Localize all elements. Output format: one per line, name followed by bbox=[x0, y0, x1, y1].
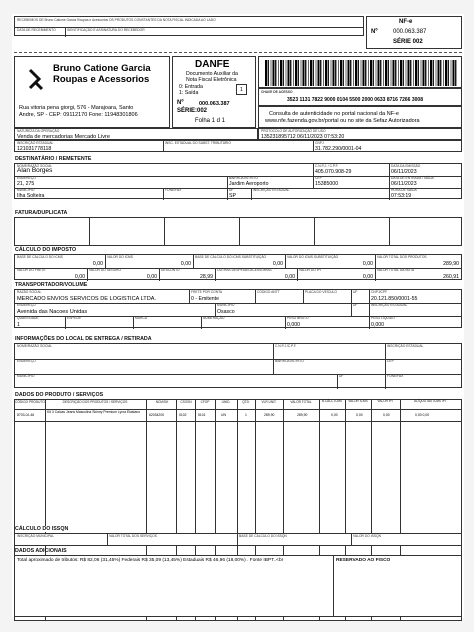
natureza-value: Venda de mercadorias Mercado Livre bbox=[17, 134, 110, 140]
emitente-name-line2: Roupas e Acessorios bbox=[53, 74, 150, 85]
canhoto-text: RECEBEMOS DE Bruno Catione Garcia Roupas e Acessorios OS PRODUTOS CONSTANTES DA NOTA FISCAL INDICADA AO LADO bbox=[17, 18, 216, 22]
barcode-bar bbox=[376, 60, 377, 86]
protocolo-label: PROTOCOLO DE AUTORIZAÇÃO DE USO bbox=[261, 129, 326, 133]
barcode-bar bbox=[335, 60, 336, 86]
dest-saida-label: DATA DE ENTRADA / SAÍDA bbox=[391, 176, 434, 180]
transp-frete-label: FRETE POR CONTA bbox=[191, 290, 223, 294]
barcode-bar bbox=[403, 60, 404, 86]
barcode-bar bbox=[358, 60, 359, 86]
barcode-bar bbox=[398, 60, 399, 86]
barcode-bar bbox=[455, 60, 456, 86]
emitente-name-line1: Bruno Catione Garcia bbox=[53, 63, 151, 74]
local-bairro-label: BAIRRO/DISTRITO bbox=[275, 359, 304, 363]
adicionais-section-title: DADOS ADICIONAIS bbox=[15, 548, 67, 554]
barcode-bar bbox=[430, 60, 432, 86]
barcode-bar bbox=[301, 60, 302, 86]
danfe-folha: Folha 1 d 1 bbox=[195, 118, 226, 124]
transp-marca-label: MARCA bbox=[135, 316, 147, 320]
barcode-bar bbox=[383, 60, 384, 86]
barcode-bar bbox=[428, 60, 429, 86]
col-header-csosn: CSOSN bbox=[180, 400, 192, 404]
adicionais-box bbox=[14, 555, 462, 617]
imposto-r2-label-2: DESCONTO bbox=[161, 268, 180, 272]
transportador-box bbox=[14, 289, 462, 328]
barcode-bar bbox=[293, 60, 294, 86]
consulta-line1: Consulta de autenticidade no portal nacional da NF-e bbox=[269, 111, 399, 117]
transp-peso-liquido: 0,000 bbox=[371, 322, 384, 328]
barcode-bar bbox=[445, 60, 447, 86]
barcode-image bbox=[263, 60, 459, 86]
imposto-r1-label-1: VALOR DO ICMS bbox=[107, 255, 133, 259]
cell-valor-icms: 0,00 bbox=[356, 413, 363, 417]
issqn-label-1: VALOR TOTAL DOS SERVIÇOS bbox=[109, 534, 157, 538]
imposto-section-title: CÁLCULO DO IMPOSTO bbox=[15, 247, 77, 253]
emitente-address-line1: Rua vitoria pena giorgi, 576 - Marajoara, Santo bbox=[19, 105, 134, 111]
cell-ncm: 62034200 bbox=[149, 413, 165, 417]
col-header-descricao: DESCRIÇÃO DOS PRODUTOS / SERVIÇOS bbox=[62, 400, 128, 404]
imposto-r1-value-2: 0,00 bbox=[272, 261, 283, 267]
dest-municipio: Ilha Solteira bbox=[17, 193, 45, 199]
barcode-bar bbox=[283, 60, 284, 86]
danfe-tipo-box bbox=[236, 84, 247, 95]
adicionais-reservado: RESERVADO AO FISCO bbox=[336, 558, 391, 563]
barcode-bar bbox=[265, 60, 267, 86]
transp-especie-label: ESPÉCIE bbox=[67, 316, 82, 320]
barcode-bar bbox=[393, 60, 395, 86]
imposto-r1-value-3: 0,00 bbox=[362, 261, 373, 267]
dest-hora-label: HORA DE SAÍDA bbox=[391, 188, 417, 192]
barcode-bar bbox=[391, 60, 392, 86]
col-header-valor-total: VALOR TOTAL bbox=[290, 400, 312, 404]
dest-cpf: 405.070.908-29 bbox=[315, 169, 352, 175]
col-header-qtd: QTD. bbox=[242, 400, 250, 404]
barcode-bar bbox=[413, 60, 414, 86]
dest-saida: 06/11/2023 bbox=[391, 181, 417, 187]
barcode-bar bbox=[348, 60, 350, 86]
barcode-bar bbox=[331, 60, 332, 86]
local-ie-label: INSCRIÇÃO ESTADUAL bbox=[387, 344, 424, 348]
barcode-bar bbox=[378, 60, 380, 86]
barcode-bar bbox=[325, 60, 327, 86]
barcode-bar bbox=[385, 60, 387, 86]
danfe-subtitle2: Nota Fiscal Eletrônica bbox=[186, 77, 237, 83]
transp-numeracao-label: NUMERAÇÃO bbox=[203, 316, 225, 320]
cell-vlr-unit: 289,90 bbox=[264, 413, 275, 417]
ie-label: INSCRIÇÃO ESTADUAL bbox=[17, 141, 54, 145]
canhoto-numero-prefix: Nº bbox=[371, 29, 378, 35]
canhoto-numero: 000.063.387 bbox=[393, 29, 427, 35]
cell-csosn: 0102 bbox=[179, 413, 187, 417]
dest-ie-label: INSCRIÇÃO ESTADUAL bbox=[253, 188, 290, 192]
danfe-tipo: 1 bbox=[240, 87, 243, 93]
protocolo-box bbox=[258, 128, 462, 140]
barcode-bar bbox=[423, 60, 425, 86]
imposto-r2-value-1: 0,00 bbox=[146, 274, 157, 280]
barcode-bar bbox=[406, 60, 407, 86]
barcode-bar bbox=[338, 60, 339, 86]
chave-value: 3523 1131 7822 9000 0104 5500 2000 0633 8716 7266 3008 bbox=[287, 97, 423, 103]
imposto-r2-label-5: VALOR TOTAL DA NOTA bbox=[377, 268, 415, 272]
dest-cpf-label: C.N.P.J. / C.P.F. bbox=[315, 164, 339, 168]
barcode-bar bbox=[353, 60, 354, 86]
col-header-ncm: NCM/SH bbox=[155, 400, 169, 404]
local-municipio-label: MUNICÍPIO bbox=[17, 374, 35, 378]
destinatario-section-title: DESTINATÁRIO / REMETENTE bbox=[15, 156, 92, 162]
barcode-bar bbox=[418, 60, 419, 86]
barcode-bar bbox=[298, 60, 299, 86]
transp-quantidade-label: QUANTIDADE bbox=[17, 316, 39, 320]
local-cpf-label: C.N.P.J./C.P.F. bbox=[275, 344, 297, 348]
danfe-box bbox=[172, 56, 256, 128]
dest-fone-label: FONE/FAX bbox=[165, 188, 182, 192]
barcode-bar bbox=[400, 60, 402, 86]
cell-bc-icms: 0,00 bbox=[331, 413, 338, 417]
local-endereco-label: ENDEREÇO bbox=[17, 359, 36, 363]
imposto-r2-value-4: 0,00 bbox=[362, 274, 373, 280]
barcode-bar bbox=[443, 60, 444, 86]
ie-value: 121031778118 bbox=[17, 146, 52, 152]
canhoto-nfe-box bbox=[366, 16, 462, 49]
fatura-section-title: FATURA/DUPLICATA bbox=[15, 210, 68, 216]
barcode-bar bbox=[343, 60, 344, 86]
dest-cep: 15385000 bbox=[315, 181, 339, 187]
barcode-bar bbox=[305, 60, 306, 86]
imposto-r1-label-3: VALOR DO ICMS SUBSTITUIÇÃO bbox=[287, 255, 339, 259]
data-recebimento-label: DATA DE RECEBIMENTO bbox=[17, 28, 56, 32]
barcode-bar bbox=[438, 60, 440, 86]
danfe-subtitle1: Documento Auxiliar da bbox=[186, 71, 238, 77]
cell-descricao: Kit 3 Calcas Jeans Masculina Skinny Premium Lycra Elastano bbox=[47, 410, 141, 414]
barcode-bar bbox=[310, 60, 312, 86]
transp-ie-label: INSCRIÇÃO ESTADUAL bbox=[371, 303, 408, 307]
imposto-r1-label-0: BASE DE CÁLCULO DO ICMS bbox=[17, 255, 63, 259]
col-header-bc-icms: B.CÁLC ICMS bbox=[321, 399, 343, 403]
imposto-r2-value-5: 260,91 bbox=[443, 274, 459, 280]
barcode-bar bbox=[295, 60, 297, 86]
transp-cnpj: 20.121.850/0001-55 bbox=[371, 296, 418, 302]
cnpj-value: 31.782.290/0001-04 bbox=[315, 146, 362, 152]
barcode-bar bbox=[290, 60, 291, 86]
barcode-bar bbox=[303, 60, 305, 86]
imposto-r1-value-1: 0,00 bbox=[180, 261, 191, 267]
cell-cfop: 5101 bbox=[198, 413, 206, 417]
dest-nome-label: NOME/RAZÃO SOCIAL bbox=[17, 164, 53, 168]
dest-endereco: 21, 275 bbox=[17, 181, 35, 187]
transp-peso-bruto-label: PESO BRUTO bbox=[287, 316, 309, 320]
barcode-bar bbox=[410, 60, 411, 86]
adicionais-info: Total aproximado de tributos: R$ 82,06 (31,45%) Federais R$ 35,09 (13,45%) Estaduais R$ 46,96 (18,00%) . Fonte IBPT..<br bbox=[17, 558, 284, 563]
local-cep-label: CEP bbox=[387, 359, 394, 363]
barcode-bar bbox=[361, 60, 362, 86]
cnpj-label: CNPJ bbox=[315, 141, 324, 145]
barcode-bar bbox=[328, 60, 329, 86]
dest-emissao-label: DATA DA EMISSÃO bbox=[391, 164, 421, 168]
col-header-unid: UNID. bbox=[221, 400, 231, 404]
col-header-vlr-unit: VLR UNIT. bbox=[261, 400, 277, 404]
barcode-bar bbox=[278, 60, 279, 86]
cell-unid: UN bbox=[221, 413, 226, 417]
issqn-box bbox=[14, 533, 462, 546]
imposto-box bbox=[14, 254, 462, 280]
emitente-box bbox=[14, 56, 170, 128]
barcode-bar bbox=[308, 60, 309, 86]
imposto-r2-label-1: VALOR DO SEGURO bbox=[89, 268, 121, 272]
dest-bairro: Jardim Aeroporto bbox=[229, 181, 269, 187]
dest-cep-label: CEP bbox=[315, 176, 322, 180]
danfe-page bbox=[12, 14, 464, 618]
transp-peso-liquido-label: PESO LÍQUIDO bbox=[371, 316, 395, 320]
transp-quantidade: 1 bbox=[17, 322, 20, 328]
consulta-line2: www.nfe.fazenda.gov.br/portal ou no site da Sefaz Autorizadora bbox=[265, 118, 420, 124]
barcode-bar bbox=[415, 60, 417, 86]
danfe-saida: 1: Saída bbox=[179, 90, 199, 96]
dest-uf: SP bbox=[229, 193, 236, 199]
danfe-numero: 000.063.387 bbox=[199, 101, 230, 107]
barcode-box bbox=[258, 56, 462, 88]
barcode-bar bbox=[320, 60, 321, 86]
barcode-bar bbox=[316, 60, 317, 86]
protocolo-value: 135231895712 06/11/2023 07:53:20 bbox=[261, 134, 345, 140]
barcode-bar bbox=[318, 60, 320, 86]
col-header-valor-icms: VALOR ICMS bbox=[348, 399, 368, 403]
barcode-bar bbox=[333, 60, 335, 86]
fatura-box bbox=[14, 217, 462, 246]
barcode-bar bbox=[448, 60, 449, 86]
cell-valor-ipi: 0,00 bbox=[383, 413, 390, 417]
barcode-bar bbox=[288, 60, 290, 86]
barcode-bar bbox=[433, 60, 434, 86]
canhoto-divider bbox=[14, 52, 462, 53]
imposto-r1-value-4: 289,90 bbox=[443, 261, 459, 267]
ie-st-label: INSC. ESTADUAL DO SUBST. TRIBUTÁRIO bbox=[165, 141, 231, 145]
barcode-bar bbox=[380, 60, 381, 86]
issqn-section-title: CÁLCULO DO ISSQN bbox=[15, 526, 69, 532]
issqn-label-0: INSCRIÇÃO MUNICIPAL bbox=[17, 534, 54, 538]
dest-uf-label: UF bbox=[229, 188, 234, 192]
transp-frete: 0 - Emitente bbox=[191, 296, 219, 302]
dest-municipio-label: MUNICÍPIO bbox=[17, 188, 35, 192]
transp-placa-label: PLACA DO VEÍCULO bbox=[305, 290, 337, 294]
danfe-serie: SÉRIE:002 bbox=[177, 108, 208, 114]
barcode-bar bbox=[280, 60, 282, 86]
company-logo-icon bbox=[25, 67, 47, 93]
imposto-r2-value-2: 28,99 bbox=[200, 274, 213, 280]
col-header-codigo: CÓDIGO PRODUTO bbox=[15, 400, 45, 404]
danfe-numero-prefix: Nº bbox=[177, 100, 184, 106]
transp-antt-label: CÓDIGO ANTT bbox=[257, 290, 280, 294]
barcode-bar bbox=[273, 60, 275, 86]
barcode-bar bbox=[453, 60, 455, 86]
produtos-section-title: DADOS DO PRODUTO / SERVIÇOS bbox=[15, 392, 104, 398]
transp-municipio-label: MUNICÍPIO bbox=[217, 303, 235, 307]
local-fone-label: FONE/FAX bbox=[387, 374, 404, 378]
produtos-header-row bbox=[15, 400, 462, 410]
issqn-label-2: BASE DE CÁLCULO DO ISSQN bbox=[239, 534, 287, 538]
barcode-bar bbox=[286, 60, 287, 86]
transp-uf-label: UF bbox=[353, 290, 358, 294]
transp-uf2-label: UF bbox=[353, 303, 358, 307]
transp-razao-label: RAZÃO SOCIAL bbox=[17, 290, 42, 294]
cell-aliquotas: 0,00 0,00 bbox=[415, 413, 430, 417]
local-entrega-section-title: INFORMAÇÕES DO LOCAL DE ENTREGA / RETIRADA bbox=[15, 336, 152, 342]
imposto-r2-label-3: OUTRAS DESPESAS ACESSÓRIAS bbox=[217, 268, 272, 272]
natureza-box bbox=[14, 128, 258, 140]
cell-valor-total: 289,90 bbox=[297, 413, 308, 417]
transp-cnpj-label: CNPJ/CPF bbox=[371, 290, 388, 294]
barcode-bar bbox=[355, 60, 357, 86]
barcode-bar bbox=[271, 60, 272, 86]
canhoto-nfe-label: NF-e bbox=[399, 19, 413, 25]
local-nome-label: NOME/RAZÃO SOCIAL bbox=[17, 344, 53, 348]
danfe-entrada: 0: Entrada bbox=[179, 84, 203, 90]
emitente-address-line2: Andre, SP - CEP: 09112170 Fone: 11948301806 bbox=[19, 112, 138, 118]
transp-razao: MERCADO ENVIOS SERVICOS DE LOGISTICA LTDA. bbox=[17, 296, 157, 302]
cell-codigo: 8703-0J-46 bbox=[17, 413, 35, 417]
dest-endereco-label: ENDEREÇO bbox=[17, 176, 36, 180]
barcode-bar bbox=[388, 60, 389, 86]
barcode-bar bbox=[346, 60, 347, 86]
dest-emissao: 06/11/2023 bbox=[391, 169, 417, 175]
imposto-r2-value-3: 0,00 bbox=[284, 274, 295, 280]
barcode-bar bbox=[395, 60, 396, 86]
col-header-aliquotas: ALÍQUOTAS ICMS IPI bbox=[414, 399, 446, 403]
barcode-bar bbox=[275, 60, 276, 86]
local-entrega-box bbox=[14, 343, 462, 388]
imposto-r1-label-4: VALOR TOTAL DOS PRODUTOS bbox=[377, 255, 427, 259]
transp-peso-bruto: 0,000 bbox=[287, 322, 300, 328]
barcode-bar bbox=[370, 60, 372, 86]
barcode-bar bbox=[436, 60, 437, 86]
imposto-r1-label-2: BASE DE CÁLCULO DO ICMS SUBSTITUIÇÃO bbox=[195, 255, 267, 259]
canhoto-box bbox=[14, 16, 364, 36]
barcode-bar bbox=[425, 60, 426, 86]
barcode-bar bbox=[451, 60, 452, 86]
identificacao-label: IDENTIFICAÇÃO E ASSINATURA DO RECEBEDOR bbox=[67, 28, 145, 32]
transp-endereco: Avenida das Nacoes Unidas bbox=[17, 309, 88, 315]
transp-endereco-label: ENDEREÇO bbox=[17, 303, 36, 307]
barcode-bar bbox=[365, 60, 366, 86]
imposto-r2-value-0: 0,00 bbox=[74, 274, 85, 280]
barcode-bar bbox=[421, 60, 422, 86]
issqn-label-3: VALOR DO ISSQN bbox=[353, 534, 381, 538]
chave-box bbox=[258, 88, 462, 106]
col-header-valor-ipi: VALOR IPI bbox=[377, 399, 393, 403]
barcode-bar bbox=[440, 60, 441, 86]
barcode-bar bbox=[268, 60, 269, 86]
destinatario-box bbox=[14, 163, 462, 199]
natureza-label: NATUREZA DA OPERAÇÃO bbox=[17, 129, 60, 133]
col-header-cfop: CFOP bbox=[200, 400, 210, 404]
canhoto-serie: SÉRIE 002 bbox=[393, 39, 423, 45]
consulta-box bbox=[258, 106, 462, 128]
barcode-bar bbox=[350, 60, 351, 86]
barcode-bar bbox=[340, 60, 342, 86]
barcode-bar bbox=[313, 60, 314, 86]
barcode-bar bbox=[363, 60, 365, 86]
barcode-bar bbox=[368, 60, 369, 86]
dest-hora: 07:53:19 bbox=[391, 193, 412, 199]
imposto-r2-label-4: VALOR DO IPI bbox=[299, 268, 321, 272]
transportador-section-title: TRANSPORTADOR/VOLUME bbox=[15, 282, 88, 288]
local-uf-label: UF bbox=[339, 374, 344, 378]
barcode-bar bbox=[323, 60, 324, 86]
table-row bbox=[15, 410, 462, 422]
imposto-r2-label-0: VALOR DO FRETE bbox=[17, 268, 46, 272]
barcode-bar bbox=[408, 60, 410, 86]
transp-municipio: Osasco bbox=[217, 309, 235, 315]
imposto-r1-value-0: 0,00 bbox=[92, 261, 103, 267]
dest-bairro-label: BAIRRO/DISTRITO bbox=[229, 176, 258, 180]
chave-label: CHAVE DE ACESSO bbox=[261, 90, 293, 94]
inscricao-box bbox=[14, 140, 462, 152]
cell-qtd: 1 bbox=[245, 413, 247, 417]
barcode-bar bbox=[373, 60, 374, 86]
danfe-title: DANFE bbox=[195, 59, 230, 70]
dest-nome: Alan Borges bbox=[17, 167, 53, 174]
